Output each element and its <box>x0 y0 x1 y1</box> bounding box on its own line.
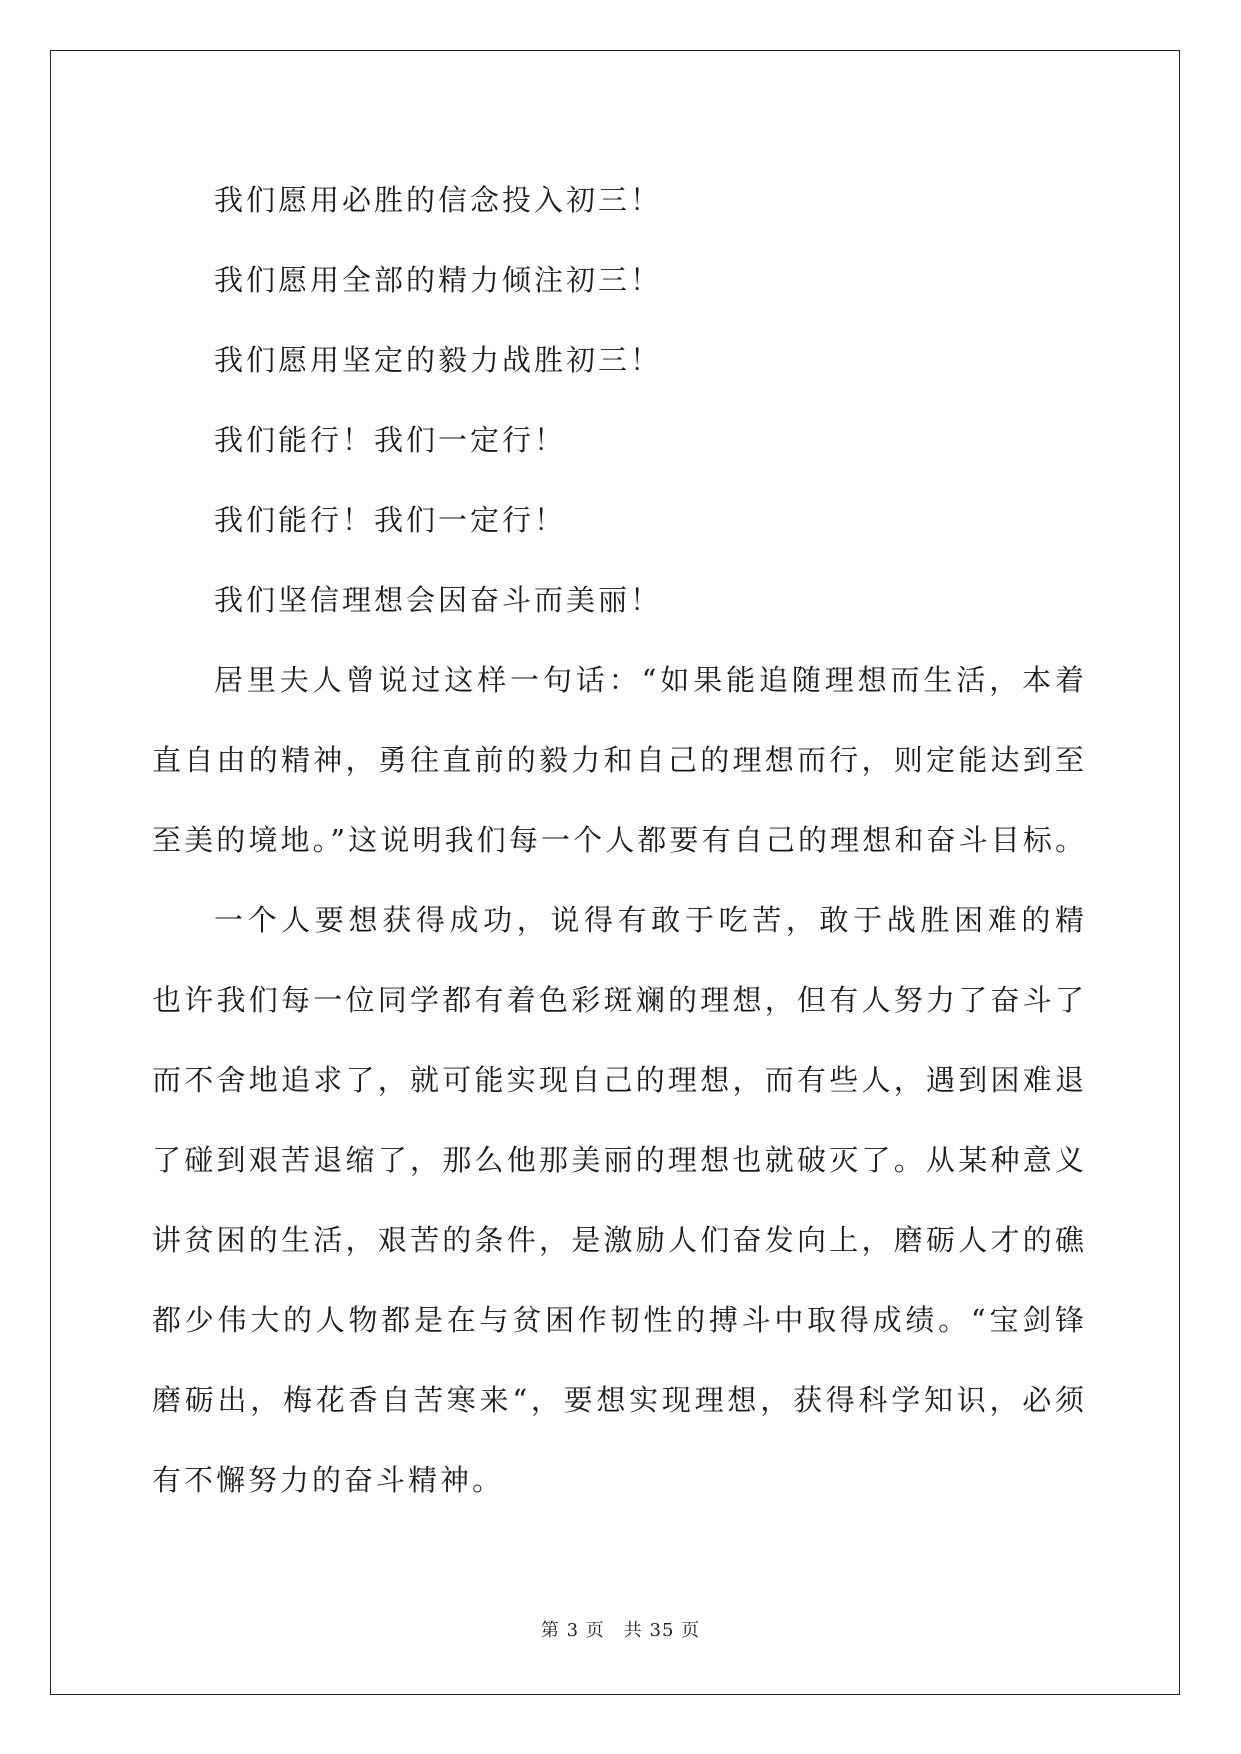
text-line: 我们能行！我们一定行！ <box>214 423 567 457</box>
text-line: 有不懈努力的奋斗精神。 <box>152 1463 505 1497</box>
text-line: 而不舍地追求了，就可能实现自己的理想，而有些人，遇到困难退 <box>152 1063 1087 1097</box>
document-body <box>152 160 1087 1520</box>
text-line: 了碰到艰苦退缩了，那么他那美丽的理想也就破灭了。从某种意义 <box>152 1143 1087 1177</box>
text-line: 也许我们每一位同学都有着色彩斑斓的理想，但有人努力了奋斗了 <box>152 983 1087 1017</box>
text-line: 我们愿用必胜的信念投入初三！ <box>214 183 663 217</box>
page-number-footer: 第 3 页 共 35 页 <box>540 1620 701 1641</box>
text-line: 我们愿用坚定的毅力战胜初三！ <box>214 343 663 377</box>
text-line: 至美的境地。”这说明我们每一个人都要有自己的理想和奋斗目标。 <box>152 823 1087 857</box>
text-line: 我们坚信理想会因奋斗而美丽！ <box>214 583 663 617</box>
text-line: 讲贫困的生活，艰苦的条件，是激励人们奋发向上，磨砺人才的礁 <box>152 1223 1087 1257</box>
text-line: 居里夫人曾说过这样一句话：“如果能追随理想而生活，本着 <box>214 663 1087 697</box>
text-line: 我们能行！我们一定行！ <box>214 503 567 537</box>
text-line: 磨砺出，梅花香自苦寒来“，要想实现理想，获得科学知识，必须 <box>152 1383 1087 1417</box>
text-line: 我们愿用全部的精力倾注初三！ <box>214 263 663 297</box>
text-line: 一个人要想获得成功，说得有敢于吃苦，敢于战胜困难的精 <box>214 903 1087 937</box>
text-line: 都少伟大的人物都是在与贫困作韧性的搏斗中取得成绩。“宝剑锋 <box>152 1303 1087 1337</box>
text-line: 直自由的精神，勇往直前的毅力和自己的理想而行，则定能达到至 <box>152 743 1087 777</box>
